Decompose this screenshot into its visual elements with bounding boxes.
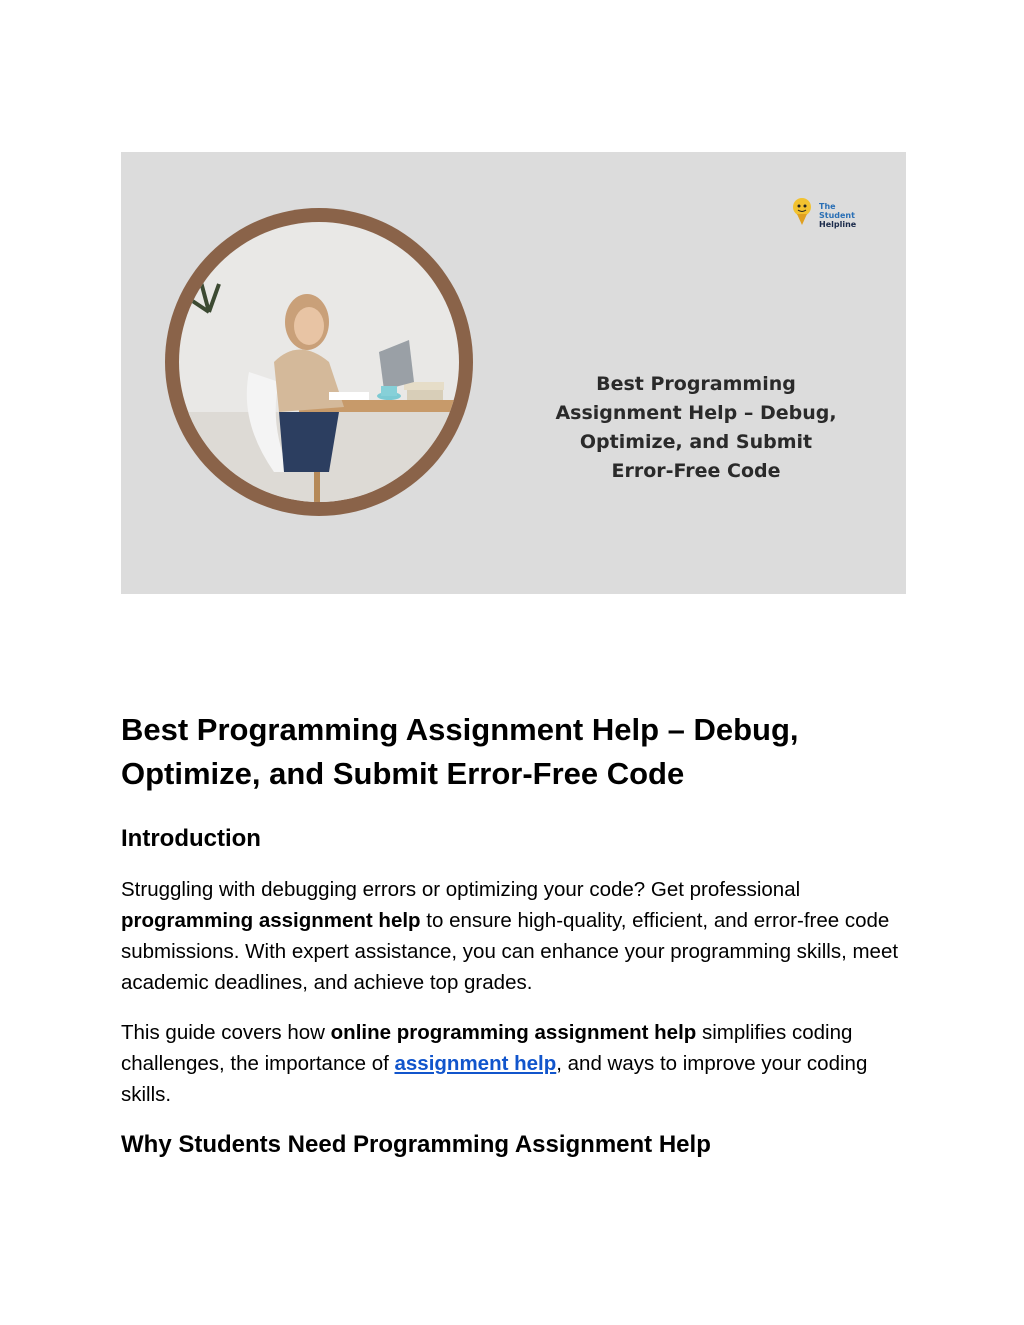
text-span: , and ways to improve your coding skills. xyxy=(121,1052,868,1106)
bold-keyword: online programming assignment help xyxy=(330,1021,697,1044)
intro-paragraph xyxy=(121,874,921,998)
logo-line-2: Helpline xyxy=(819,220,857,229)
logo-line-1: The Student xyxy=(819,202,855,220)
pencil-mascot-icon xyxy=(789,196,815,226)
text-span: Struggling with debugging errors or optimizing your code? Get professional xyxy=(121,878,801,901)
article xyxy=(121,708,921,1163)
hero-banner xyxy=(121,152,906,594)
text-span: to ensure high-quality, efficient, and error-free code submissions. With expert assistance, you can enhance your programming skills, meet academic deadlines, and achieve top grades. xyxy=(121,909,899,994)
student-photo xyxy=(179,222,459,502)
guide-paragraph xyxy=(121,1017,921,1110)
bold-keyword: programming assignment help xyxy=(121,909,421,932)
intro-heading: Introduction xyxy=(121,825,261,852)
text-span: This guide covers how xyxy=(121,1021,331,1044)
brand-logo xyxy=(789,196,869,230)
text-span: simplifies coding challenges, the importance of xyxy=(121,1021,853,1075)
why-heading: Why Students Need Programming Assignment Help xyxy=(121,1131,711,1158)
photo-frame xyxy=(165,208,473,516)
assignment-help-link[interactable]: assignment help xyxy=(394,1052,557,1075)
banner-title: Best Programming Assignment Help – Debug, Optimize, and Submit Error-Free Code xyxy=(555,373,837,482)
page-title: Best Programming Assignment Help – Debug, Optimize, and Submit Error-Free Code xyxy=(121,712,799,791)
